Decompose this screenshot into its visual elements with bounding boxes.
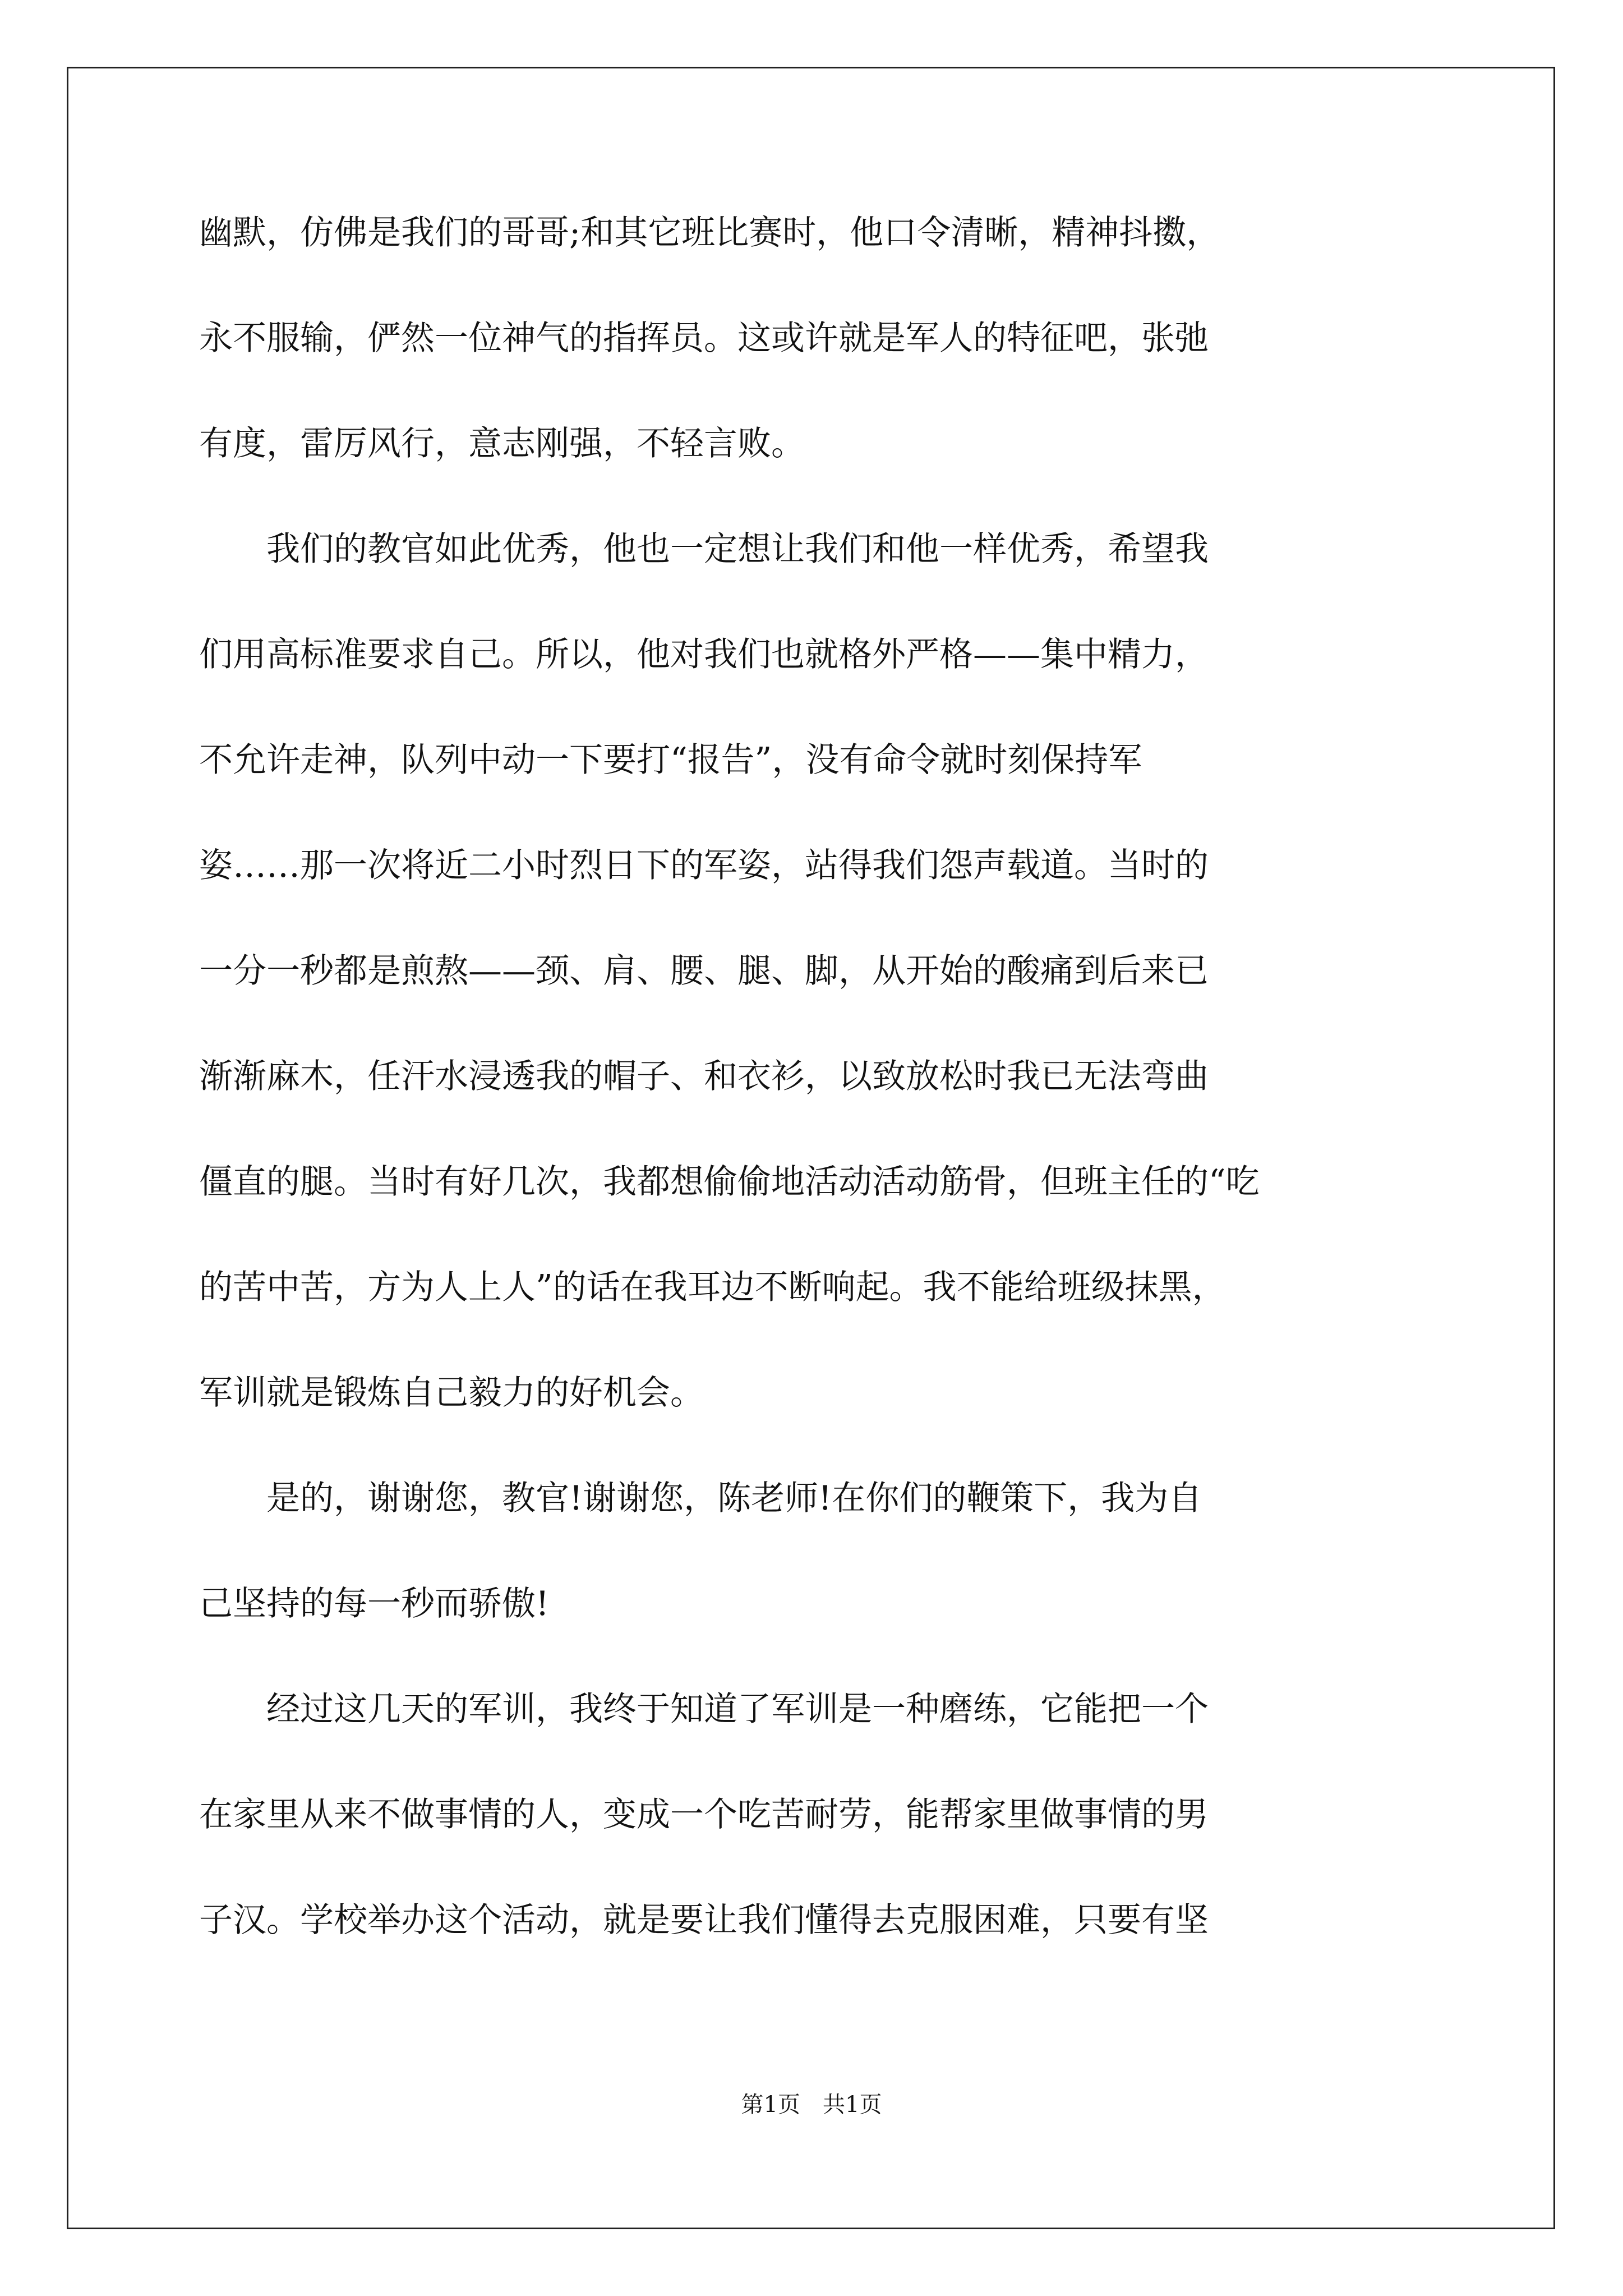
text-line: 军训就是锻炼自己毅力的好机会。 (199, 1373, 704, 1412)
document-body (199, 202, 1433, 1995)
text-line: 姿……那一次将近二小时烈日下的军姿，站得我们怨声载道。当时的 (199, 846, 1209, 885)
text-line: 僵直的腿。当时有好几次，我都想偷偷地活动活动筋骨，但班主任的“吃 (199, 1162, 1260, 1202)
text-line: 永不服输，俨然一位神气的指挥员。这或许就是军人的特征吧，张弛 (199, 319, 1209, 358)
text-line: 己坚持的每一秒而骄傲! (199, 1584, 550, 1623)
text-line: 幽默，仿佛是我们的哥哥;和其它班比赛时，他口令清晰，精神抖擞， (199, 213, 1220, 252)
text-line: 不允许走神，队列中动一下要打“报告”，没有命令就时刻保持军 (199, 740, 1142, 780)
page-number-label: 第1页 共1页 (741, 2092, 882, 2118)
text-line: 经过这几天的军训，我终于知道了军训是一种磨练，它能把一个 (199, 1690, 1209, 1729)
text-line: 们用高标准要求自己。所以，他对我们也就格外严格——集中精力， (199, 635, 1209, 674)
text-line: 有度，雷厉风行，意志刚强，不轻言败。 (199, 424, 805, 463)
text-line: 我们的教官如此优秀，他也一定想让我们和他一样优秀，希望我 (199, 530, 1209, 569)
text-line: 在家里从来不做事情的人，变成一个吃苦耐劳，能帮家里做事情的男 (199, 1795, 1209, 1834)
text-line: 一分一秒都是煎熬——颈、肩、腰、腿、脚，从开始的酸痛到后来已 (199, 951, 1209, 991)
text-line: 渐渐麻木，任汗水浸透我的帽子、和衣衫，以致放松时我已无法弯曲 (199, 1057, 1209, 1096)
text-line: 的苦中苦，方为人上人”的话在我耳边不断响起。我不能给班级抹黑， (199, 1268, 1226, 1307)
text-line: 子汉。学校举办这个活动，就是要让我们懂得去克服困难，只要有坚 (199, 1901, 1209, 1940)
page-footer (0, 2087, 1623, 2119)
text-line: 是的，谢谢您，教官!谢谢您，陈老师!在你们的鞭策下，我为自 (199, 1479, 1202, 1518)
